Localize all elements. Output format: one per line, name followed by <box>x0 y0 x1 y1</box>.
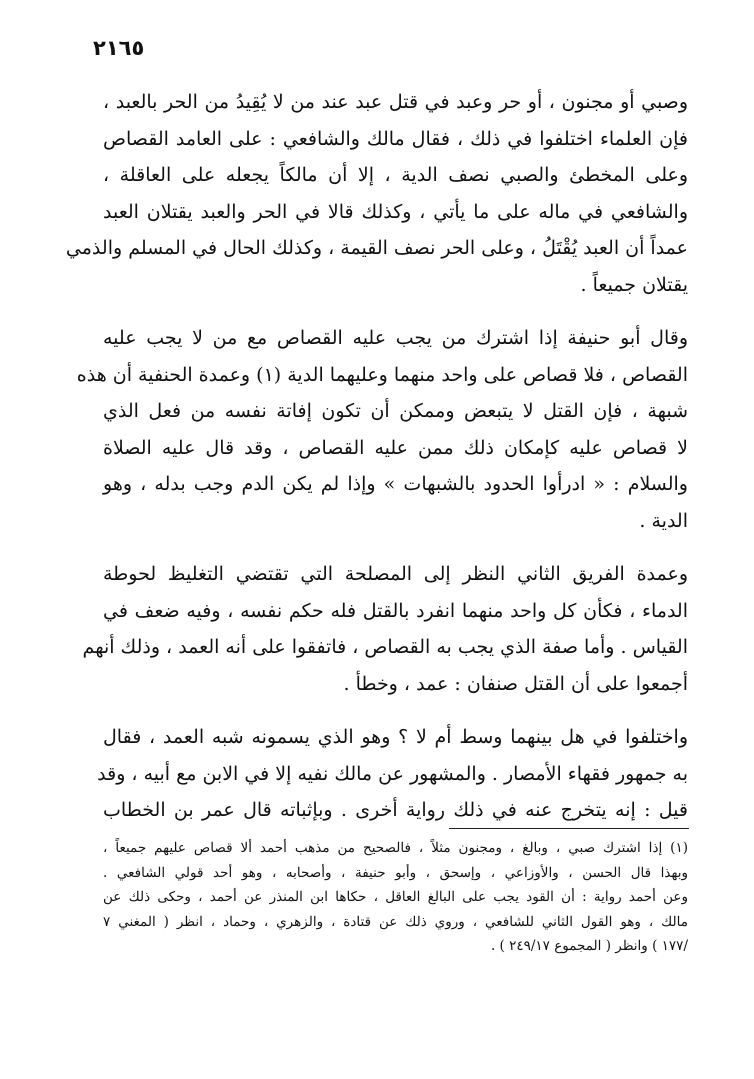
text-line: الدماء ، فكأن كل واحد منهما انفرد بالقتل فله حكم نفسه ، وفيه ضعف في <box>103 599 688 622</box>
text-line: وصبي أو مجنون ، أو حر وعبد في قتل عبد عند من لا يُقِيدُ من الحر بالعبد ، <box>103 91 688 113</box>
text-line: وعمدة الفريق الثاني النظر إلى المصلحة التي تقتضي التغليظ لحوطة <box>103 563 688 585</box>
paragraph <box>76 320 688 539</box>
paragraph <box>97 719 688 829</box>
text-line: عمداً أن العبد يُقْتَلُ ، وعلى الحر نصف القيمة ، وكذلك الحال في المسلم والذمي <box>65 237 688 259</box>
text-line: واختلفوا في هل بينهما وسط أم لا ؟ وهو الذي يسمونه شبه العمد ، فقال <box>103 726 688 748</box>
paragraph-gap <box>103 539 688 556</box>
text-line: والسلام : « ادرأوا الحدود بالشبهات » وإذا لم يكن الدم وجب بدله ، وهو <box>103 473 688 495</box>
text-line: القصاص ، فلا قصاص على واحد منهما وعليهما الدية (١) وعمدة الحنفية أن هذه <box>76 363 688 386</box>
text-line: والشافعي في ماله على ما يأتي ، وكذلك قالا في الحر والعبد يقتلان العبد <box>103 200 688 223</box>
text-line: فإن العلماء اختلفوا في ذلك ، فقال مالك والشافعي : على العامد القصاص <box>103 127 688 150</box>
paragraph-gap <box>103 702 688 719</box>
footnote-line: مالك ، وهو القول الثاني للشافعي ، وروي ذلك عن قتادة ، والزهري ، وحماد ، انظر ( المغني ٧ <box>103 913 688 930</box>
text-line: يقتلان جميعاً . <box>580 273 688 296</box>
text-line: وعلى المخطئ والصبي نصف الدية ، إلا أن مالكاً يجعله على العاقلة ، <box>103 164 688 186</box>
text-line: أجمعوا على أن القتل صنفان : عمد ، وخطأ . <box>343 672 688 695</box>
footnote-line: /١٧٧ ) وانظر ( المجموع ٢٤٩/١٧ ) . <box>490 938 688 954</box>
text-line: شبهة ، فإن القتل لا يتبعض وممكن أن تكون إفاتة نفسه من فعل الذي <box>103 400 688 422</box>
footnotes <box>103 836 688 959</box>
footnote-divider <box>449 828 689 829</box>
text-line: به جمهور فقهاء الأمصار . والمشهور عن مالك نفيه إلا في الابن مع أبيه ، وقد <box>97 762 688 785</box>
text-line: الدية . <box>639 509 688 532</box>
page-number: ٢١٦٥ <box>93 36 145 60</box>
footnote-line: وبهذا قال الحسن ، والأوزاعي ، وإسحق ، وأبو حنيفة ، وأصحابه ، وهو أحد قولي الشافعي . <box>103 864 688 881</box>
text-line: القياس . وأما صفة الذي يجب به القصاص ، فاتفقوا على أنه العمد ، وذلك أنهم <box>82 636 688 658</box>
text-line: وقال أبو حنيفة إذا اشترك من يجب عليه القصاص مع من لا يجب عليه <box>103 327 688 349</box>
text-line: لا قصاص عليه كإمكان ذلك ممن عليه القصاص ، وقد قال عليه الصلاة <box>103 436 688 459</box>
text-line: قيل : إنه يتخرج عنه في ذلك رواية أخرى . وبإثباته قال عمر بن الخطاب <box>103 799 688 821</box>
paragraph <box>65 84 688 303</box>
footnote-line: (١) إذا اشترك صبي ، وبالغ ، ومجنون مثلاً ، فالصحيح من مذهب أحمد ألا قصاص عليهم جميعاً ، <box>103 840 688 856</box>
paragraph <box>82 556 688 702</box>
footnote-line: وعن أحمد رواية : أن القود يجب على البالغ العاقل ، حكاها ابن المنذر عن أحمد ، وحكى ذلك عن <box>103 889 688 905</box>
paragraph-gap <box>103 303 688 320</box>
main-text <box>65 84 688 829</box>
